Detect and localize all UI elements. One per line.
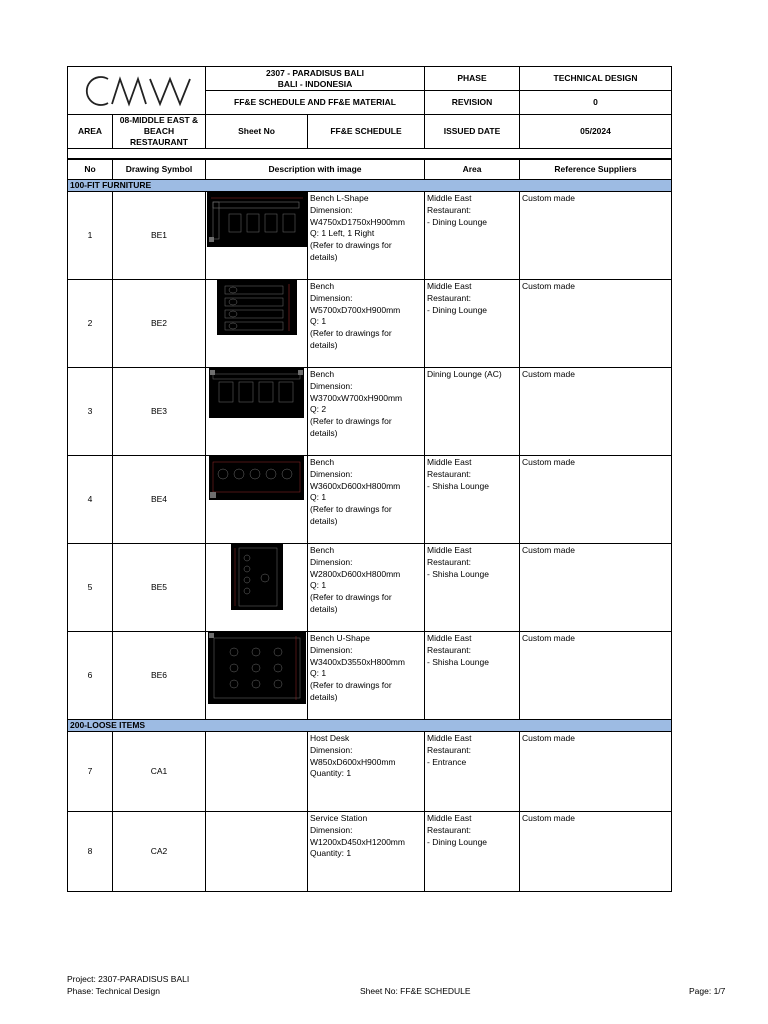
phase-value: TECHNICAL DESIGN — [520, 67, 672, 91]
area-line: - Dining Lounge — [427, 836, 488, 847]
item-no: 1 — [68, 192, 113, 280]
item-description — [308, 632, 425, 720]
area-label: AREA — [68, 115, 113, 149]
description-line: Dimension: — [310, 556, 353, 567]
item-description — [308, 456, 425, 544]
item-area — [425, 544, 520, 632]
col-header-no: No — [68, 160, 113, 180]
item-no: 5 — [68, 544, 113, 632]
footer-phase: Phase: Technical Design — [67, 986, 160, 996]
description-line: (Refer to drawings for — [310, 504, 392, 515]
item-image-cell — [206, 456, 308, 544]
table-row — [68, 632, 672, 720]
area-line: Restaurant: — [427, 204, 471, 215]
area-line: Middle East — [427, 281, 472, 291]
table-row — [68, 812, 672, 892]
table-row — [68, 192, 672, 280]
item-no: 3 — [68, 368, 113, 456]
area-line: Restaurant: — [427, 824, 471, 835]
description-line: Bench — [310, 369, 335, 379]
description-line: Quantity: 1 — [310, 848, 352, 859]
area-line: - Dining Lounge — [427, 304, 488, 315]
table-row — [68, 544, 672, 632]
footer-left — [67, 973, 189, 997]
issued-date-label: ISSUED DATE — [425, 115, 520, 149]
description-line: W3400xD3550xH800mm — [310, 656, 405, 667]
item-area — [425, 456, 520, 544]
drawing-symbol: BE3 — [113, 368, 206, 456]
description-line: Host Desk — [310, 733, 350, 743]
item-no: 8 — [68, 812, 113, 892]
area-value-line1: 08-MIDDLE EAST & — [119, 115, 199, 125]
description-line: (Refer to drawings for — [310, 240, 392, 251]
area-line: Restaurant: — [427, 292, 471, 303]
area-line: Middle East — [427, 733, 472, 743]
furniture-drawing-thumbnail — [217, 280, 297, 335]
furniture-drawing-thumbnail — [231, 544, 283, 610]
item-description — [308, 280, 425, 368]
reference-supplier: Custom made — [520, 280, 672, 368]
table-row — [68, 368, 672, 456]
reference-supplier: Custom made — [520, 812, 672, 892]
reference-supplier: Custom made — [520, 456, 672, 544]
description-line: Service Station — [310, 813, 368, 823]
area-line: Middle East — [427, 457, 472, 467]
item-image-cell — [206, 812, 308, 892]
footer-project: Project: 2307-PARADISUS BALI — [67, 974, 190, 984]
drawing-symbol: CA2 — [113, 812, 206, 892]
reference-supplier: Custom made — [520, 632, 672, 720]
description-line: W1200xD450xH1200mm — [310, 836, 405, 847]
area-line: Middle East — [427, 545, 472, 555]
table-row — [68, 280, 672, 368]
section-header-row — [68, 720, 672, 732]
item-description — [308, 812, 425, 892]
item-no: 4 — [68, 456, 113, 544]
description-line: Bench — [310, 281, 335, 291]
col-header-area: Area — [425, 160, 520, 180]
description-line: (Refer to drawings for — [310, 328, 392, 339]
description-line: W3700xW700xH900mm — [310, 392, 403, 403]
description-line: Dimension: — [310, 824, 353, 835]
furniture-drawing-thumbnail — [209, 456, 304, 500]
description-line: Quantity: 1 — [310, 768, 352, 779]
description-line: details) — [310, 515, 338, 526]
item-image-cell — [206, 368, 308, 456]
area-line: Restaurant: — [427, 468, 471, 479]
item-no: 6 — [68, 632, 113, 720]
item-area — [425, 632, 520, 720]
area-line: Restaurant: — [427, 744, 471, 755]
area-line: - Dining Lounge — [427, 216, 488, 227]
description-line: Q: 1 — [310, 668, 327, 679]
drawing-symbol: BE5 — [113, 544, 206, 632]
reference-supplier: Custom made — [520, 544, 672, 632]
area-value-line2: BEACH RESTAURANT — [130, 126, 188, 147]
column-header-row — [68, 160, 672, 180]
description-line: Dimension: — [310, 644, 353, 655]
area-value-cell — [113, 115, 206, 149]
item-no: 2 — [68, 280, 113, 368]
description-line: Bench L-Shape — [310, 193, 369, 203]
revision-value: 0 — [520, 91, 672, 115]
drawing-symbol: BE4 — [113, 456, 206, 544]
reference-supplier: Custom made — [520, 732, 672, 812]
item-area — [425, 812, 520, 892]
item-description — [308, 732, 425, 812]
description-line: W5700xD700xH900mm — [310, 304, 401, 315]
footer-page: Page: 1/7 — [689, 986, 726, 996]
area-line: Middle East — [427, 633, 472, 643]
issued-date-value: 05/2024 — [520, 115, 672, 149]
description-line: Bench — [310, 545, 335, 555]
reference-supplier: Custom made — [520, 192, 672, 280]
description-line: W850xD600xH900mm — [310, 756, 396, 767]
sheet-no-value: FF&E SCHEDULE — [308, 115, 425, 149]
description-line: details) — [310, 339, 338, 350]
item-image-cell — [206, 544, 308, 632]
table-row — [68, 732, 672, 812]
doc-title: FF&E SCHEDULE AND FF&E MATERIAL — [206, 91, 425, 115]
item-image-cell — [206, 632, 308, 720]
schedule-sheet — [67, 66, 671, 892]
description-line: Q: 1 — [310, 492, 327, 503]
table-row — [68, 456, 672, 544]
area-line: Middle East — [427, 813, 472, 823]
furniture-drawing-thumbnail — [209, 368, 304, 418]
logo-cell — [68, 67, 206, 115]
drawing-symbol: CA1 — [113, 732, 206, 812]
description-line: details) — [310, 251, 338, 262]
header-table — [67, 66, 672, 159]
section-header-row — [68, 180, 672, 192]
description-line: (Refer to drawings for — [310, 592, 392, 603]
description-line: Bench U-Shape — [310, 633, 371, 643]
item-description — [308, 192, 425, 280]
area-line: Restaurant: — [427, 644, 471, 655]
description-line: Dimension: — [310, 380, 353, 391]
drawing-symbol: BE6 — [113, 632, 206, 720]
area-line: Restaurant: — [427, 556, 471, 567]
footer-sheet: Sheet No: FF&E SCHEDULE — [360, 986, 471, 996]
description-line: W4750xD1750xH900mm — [310, 216, 405, 227]
description-line: W3600xD600xH800mm — [310, 480, 401, 491]
drawing-symbol: BE1 — [113, 192, 206, 280]
area-line: - Shisha Lounge — [427, 656, 489, 667]
description-line: W2800xD600xH800mm — [310, 568, 401, 579]
schedule-table — [67, 159, 672, 892]
item-description — [308, 368, 425, 456]
spacer-row — [68, 149, 672, 159]
area-line: - Shisha Lounge — [427, 480, 489, 491]
description-line: (Refer to drawings for — [310, 416, 392, 427]
item-area — [425, 732, 520, 812]
project-line2: BALI - INDONESIA — [277, 78, 353, 89]
item-area — [425, 192, 520, 280]
cmv-logo — [78, 73, 196, 109]
col-header-suppliers: Reference Suppliers — [520, 160, 672, 180]
area-line: Middle East — [427, 193, 472, 203]
description-line: details) — [310, 691, 338, 702]
item-image-cell — [206, 192, 308, 280]
furniture-drawing-thumbnail — [208, 632, 306, 704]
description-line: Q: 1 Left, 1 Right — [310, 228, 375, 239]
drawing-symbol: BE2 — [113, 280, 206, 368]
item-no: 7 — [68, 732, 113, 812]
area-line: - Shisha Lounge — [427, 568, 489, 579]
phase-label: PHASE — [425, 67, 520, 91]
sheet-no-label: Sheet No — [206, 115, 308, 149]
project-title-cell — [206, 67, 425, 91]
description-line: Dimension: — [310, 204, 353, 215]
description-line: Dimension: — [310, 292, 353, 303]
item-image-cell — [206, 732, 308, 812]
section-title: 100-FIT FURNITURE — [68, 180, 672, 192]
description-line: Q: 2 — [310, 404, 327, 415]
item-area — [425, 280, 520, 368]
item-image-cell — [206, 280, 308, 368]
section-title: 200-LOOSE ITEMS — [68, 720, 672, 732]
description-line: details) — [310, 603, 338, 614]
furniture-drawing-thumbnail — [207, 192, 307, 247]
item-area — [425, 368, 520, 456]
area-line: Dining Lounge (AC) — [427, 369, 502, 379]
description-line: Dimension: — [310, 744, 353, 755]
description-line: Q: 1 — [310, 316, 327, 327]
description-line: Dimension: — [310, 468, 353, 479]
col-header-description: Description with image — [206, 160, 425, 180]
project-line1: 2307 - PARADISUS BALI — [265, 67, 365, 78]
revision-label: REVISION — [425, 91, 520, 115]
description-line: details) — [310, 427, 338, 438]
item-description — [308, 544, 425, 632]
description-line: (Refer to drawings for — [310, 680, 392, 691]
col-header-symbol: Drawing Symbol — [113, 160, 206, 180]
description-line: Q: 1 — [310, 580, 327, 591]
reference-supplier: Custom made — [520, 368, 672, 456]
area-line: - Entrance — [427, 756, 467, 767]
description-line: Bench — [310, 457, 335, 467]
